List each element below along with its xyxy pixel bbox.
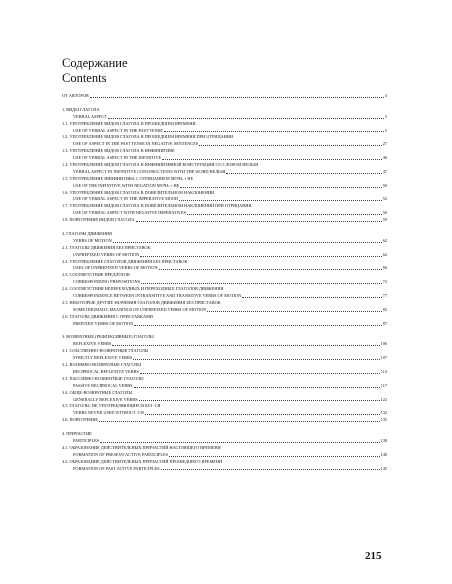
toc-entry-text: 3.6. ПОВТОРЕНИЕ [62,417,99,423]
toc-section-title [62,272,387,279]
toc-entry-text: CORRESPONDENCE BETWEEN INTRANSITIVE AND TRANSITIVE VERBS OF MOTION [73,293,242,299]
toc-title-text: 3.2. ВЗАИМНО-ВОЗВРАТНЫЕ ГЛАГОЛЫ [62,362,142,368]
toc-title-text: 1. ВИДЫ ГЛАГОЛА [62,106,100,112]
toc-page-number: 117 [380,382,387,388]
toc-entry-text: VERBS NEVER USED WITHOUT -СЯ [73,410,144,416]
dot-leader [141,282,382,284]
toc-page-number: 72 [382,279,387,285]
toc-title-text: 2.1. ГЛАГОЛЫ ДВИЖЕНИЯ БЕЗ ПРИСТАВОК [62,244,151,250]
toc-page-number: 77 [382,293,387,299]
toc-page-number: 62 [382,237,387,243]
section-gap [62,328,387,335]
toc-entry [62,307,387,314]
toc-entry-text: VERBAL ASPECT [73,113,107,119]
toc-entry [62,369,387,376]
toc-title-text: 1.3. УПОТРЕБЛЕНИЕ ВИДОВ ГЛАГОЛА В ИНФИНИТИВЕ [62,148,175,154]
toc-entry-text: USE OF VERBAL ASPECT IN THE INFINITIVE [73,155,162,161]
toc-entry [62,410,387,417]
dot-leader [180,186,381,188]
toc-page-number: 87 [382,320,387,326]
dot-leader [99,420,379,422]
toc-title-text: 3.5. ГЛАГОЛЫ, НЕ УПОТРЕБЛЯЮЩИЕСЯ БЕЗ -СЯ [62,403,161,409]
toc-title-text: 2.3. СООТВЕТСТВИЕ ПРЕДЛОГОВ [62,272,130,278]
toc-section-title [62,362,387,369]
toc-entry-text: USE OF VERBAL ASPECT WITH NEGATIVE IMPERATIVES [73,210,186,216]
section-gap [62,100,387,107]
toc-entry [62,114,387,121]
toc-entry-text: VERBAL ASPECT IN INFINITIVE CONSTRUCTIONS WITH THE WORD НЕЛЬЗЯ [73,168,226,174]
dot-leader [112,344,379,346]
toc-page-number: 62 [382,251,387,257]
toc-section-title [62,190,387,197]
toc-page-number: 82 [382,306,387,312]
toc-entry [62,238,387,245]
table-of-contents [62,93,387,472]
toc-section-title [62,231,387,238]
dot-leader [199,144,381,146]
toc-entry-text: PREFIXED VERBS OF MOTION [73,320,134,326]
toc-entry [62,183,387,190]
toc-page-number: 113 [380,368,387,374]
toc-entry [62,217,387,224]
contents-heading [62,56,128,86]
heading-english: Contents [62,71,107,85]
toc-entry [62,321,387,328]
toc-entry [62,417,387,424]
toc-section-title [62,376,387,383]
toc-entry-text: USE OF THE INFINITIVE WITH NEGATION МОЧЬ + НЕ [73,182,180,188]
toc-entry [62,128,387,135]
toc-title-text: 2.6. ГЛАГОЛЫ ДВИЖЕНИЯ С ПРИСТАВКАМИ [62,313,153,319]
toc-entry [62,355,387,362]
page-number: 215 [365,550,382,562]
dot-leader [169,455,380,457]
dot-leader [140,372,380,374]
toc-entry [62,438,387,445]
toc-page-number: 59 [382,217,387,223]
toc-page-number: 107 [380,355,387,361]
toc-section-title [62,459,387,466]
dot-leader [161,468,380,470]
toc-entry [62,466,387,473]
dot-leader [207,310,381,312]
toc-section-title [62,121,387,128]
toc-section-title [62,335,387,342]
toc-page-number: 52 [382,196,387,202]
toc-title-text: 4.2. ОБРАЗОВАНИЕ ДЕЙСТВИТЕЛЬНЫХ ПРИЧАСТИЙ ПРОШЕДШЕГО ВРЕМЕНИ [62,458,223,464]
toc-title-text: 3.4. ОБЩЕ-ВОЗВРАТНЫЕ ГЛАГОЛЫ [62,389,133,395]
toc-title-text: 1.5. УПОТРЕБЛЕНИЕ ИНФИНИТИВА С ОТРИЦАНИЕМ МОЧЬ + НЕ [62,175,194,181]
toc-entry [62,141,387,148]
dot-leader [136,220,382,222]
toc-entry-text: USE OF VERBAL ASPECT IN THE PAST TENSE [73,127,163,133]
toc-entry [62,169,387,176]
dot-leader [100,441,379,443]
section-gap [62,224,387,231]
toc-section-title [62,148,387,155]
toc-page-number: 132 [380,410,387,416]
toc-entry [62,383,387,390]
toc-entry-text: REFLEXIVE VERBS [73,341,112,347]
toc-page-number: 56 [382,210,387,216]
toc-entry-text: ОТ АВТОРОВ [62,92,89,98]
toc-title-text: 2.4. СООТВЕТСТВИЯ НЕПЕРЕХОДНЫХ И ПЕРЕХОДНЫХ ГЛАГОЛОВ ДВИЖЕНИЯ [62,286,224,292]
toc-section-title [62,286,387,293]
dot-leader [226,172,381,174]
dot-leader [108,117,384,119]
toc-entry [62,252,387,259]
toc-section-title [62,300,387,307]
toc-section-title [62,134,387,141]
dot-leader [133,358,379,360]
toc-section-title [62,162,387,169]
toc-section-title [62,176,387,183]
dot-leader [162,158,382,160]
toc-page-number: 135 [380,417,387,423]
dot-leader [164,130,384,132]
toc-page-number: 47 [382,168,387,174]
toc-title-text: 1.6. УПОТРЕБЛЕНИЕ ВИДОВ ГЛАГОЛА В ПОВЕЛИТЕЛЬНОМ НАКЛОНЕНИИ [62,189,215,195]
toc-title-text: 1.2. УПОТРЕБЛЕНИЕ ВИДОВ ГЛАГОЛА В ПРОШЕДШЕМ ВРЕМЕНИ ПРИ ОТРИЦАНИИ [62,134,234,140]
toc-title-text: 1.7. УПОТРЕБЛЕНИЕ ВИДОВ ГЛАГОЛА В ПОВЕЛИТЕЛЬНОМ НАКЛОНЕНИИ ПРИ ОТРИЦАНИИ [62,203,252,209]
toc-section-title [62,107,387,114]
toc-entry-text: RECIPROCAL REFLEXIVE VERBS [73,368,139,374]
toc-entry-text: FORMATION OF PAST ACTIVE PARTICIPLES [73,465,160,471]
toc-entry-text: USES OF UNPREFIXED VERBS OF MOTION [73,265,158,271]
toc-title-text: 3.1. СОБСТВЕННО-ВОЗВРАТНЫЕ ГЛАГОЛЫ [62,348,149,354]
toc-entry-text: UNPREFIXED VERBS OF MOTION [73,251,140,257]
toc-entry [62,93,387,100]
section-gap [62,424,387,431]
toc-section-title [62,314,387,321]
toc-title-text: 4.1. ОБРАЗОВАНИЕ ДЕЙСТВИТЕЛЬНЫХ ПРИЧАСТИЙ НАСТОЯЩЕГО ВРЕМЕНИ [62,444,221,450]
toc-page-number: 40 [382,155,387,161]
toc-title-text: 2.5. НЕКОТОРЫЕ ДРУГИЕ ЗНАЧЕНИЯ ГЛАГОЛОВ ДВИЖЕНИЯ БЕЗ ПРИСТАВОК [62,299,221,305]
dot-leader [134,324,381,326]
toc-section-title [62,390,387,397]
toc-page-number: 138 [380,437,387,443]
toc-entry [62,196,387,203]
toc-entry-text: VERBS OF MOTION [73,237,112,243]
toc-page-number: 5 [384,113,387,119]
toc-title-text: 4. ПРИЧАСТИЕ [62,431,92,437]
dot-leader [159,268,382,270]
dot-leader [179,199,381,201]
toc-entry-text: CORRESPONDING PREPOSITIONS [73,279,140,285]
toc-entry [62,279,387,286]
toc-section-title [62,259,387,266]
dot-leader [140,255,381,257]
toc-entry [62,341,387,348]
dot-leader [242,296,381,298]
dot-leader [187,213,382,215]
toc-entry-text: SOME IDIOMATIC MEANINGS OF UNPREFIXED VERBS OF MOTION [73,306,207,312]
toc-entry-text: PASSIVE RECIPROCAL VERBS [73,382,133,388]
toc-section-title [62,445,387,452]
toc-entry-text: GENERALLY REFLEXIVE VERBS [73,396,138,402]
toc-entry-text: PARTICIPLES [73,437,100,443]
toc-page-number: 27 [382,141,387,147]
toc-page-number: 145 [380,465,387,471]
toc-entry [62,265,387,272]
toc-entry [62,397,387,404]
toc-title-text: 2. ГЛАГОЛЫ ДВИЖЕНИЯ [62,231,112,237]
dot-leader [113,241,382,243]
toc-page-number: 140 [380,451,387,457]
toc-entry-text: STRICTLY REFLEXIVE VERBS [73,355,133,361]
toc-title-text: 3. ВОЗВРАТНЫЕ (РЕФЛЕКСИВНЫЕ) ГЛАГОЛЫ [62,334,154,340]
toc-entry [62,293,387,300]
toc-entry-text: USE OF VERBAL ASPECT IN THE IMPERATIVE MOOD [73,196,179,202]
dot-leader [139,399,380,401]
toc-section-title [62,403,387,410]
toc-title-text: 1.4. УПОТРЕБЛЕНИЕ ВИДОВ ГЛАГОЛА В ИНФИНИТИВНОЙ КОНСТРУКЦИИ СО СЛОВОМ НЕЛЬЗЯ [62,162,258,167]
toc-title-text: 3.3. ПАССИВНО-ВОЗВРАТНЫЕ ГЛАГОЛЫ [62,375,144,381]
toc-entry-text: USE OF ASPECT IN THE PAST TENSE IN NEGATIVE SENTENCES [73,141,199,147]
toc-page-number: 106 [380,341,387,347]
toc-page-number: 50 [382,182,387,188]
toc-entry [62,210,387,217]
toc-entry-text: FORMATION OF PRESENT ACTIVE PARTICIPLES [73,451,169,457]
heading-russian: Содержание [62,56,128,70]
toc-page-number: 66 [382,265,387,271]
toc-title-text: 2.2. УПОТРЕБЛЕНИЕ ГЛАГОЛОВ ДВИЖЕНИЯ БЕЗ ПРИСТАВОК [62,258,188,264]
toc-entry-text: 1.8. ПОВТОРЕНИЕ ВИДОВ ГЛАГОЛА [62,217,135,223]
dot-leader [145,413,380,415]
dot-leader [134,386,380,388]
toc-entry [62,155,387,162]
toc-section-title [62,348,387,355]
toc-section-title [62,431,387,438]
toc-section-title [62,203,387,210]
toc-page-number: 5 [384,127,387,133]
toc-page-number: 3 [384,92,387,98]
toc-page-number: 122 [380,396,387,402]
toc-title-text: 1.1. УПОТРЕБЛЕНИЕ ВИДОВ ГЛАГОЛА В ПРОШЕДШЕМ ВРЕМЕНИ [62,120,196,126]
dot-leader [90,96,384,98]
toc-entry [62,452,387,459]
toc-section-title [62,245,387,252]
